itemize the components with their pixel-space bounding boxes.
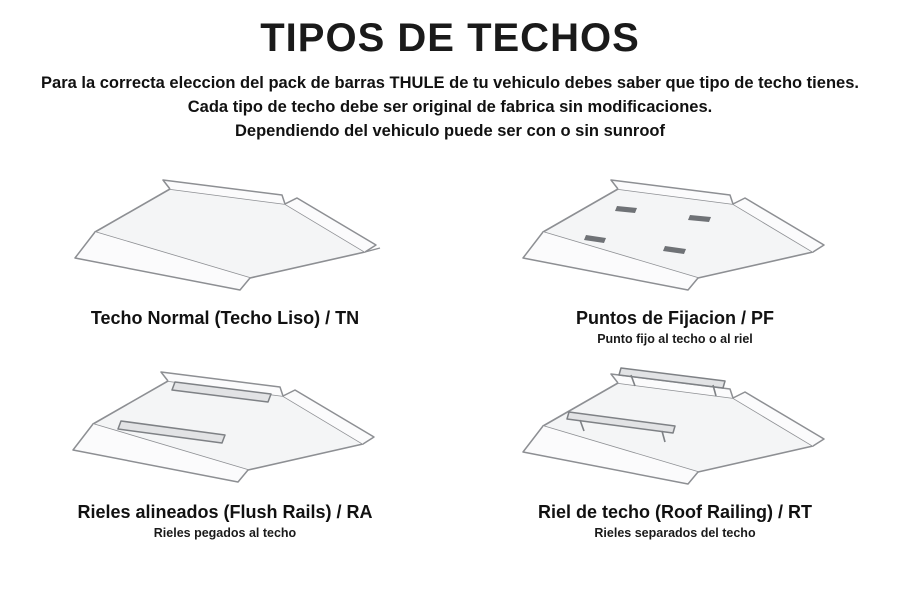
page-title: TIPOS DE TECHOS bbox=[260, 16, 640, 60]
roof-type-label-ra: Rieles alineados (Flush Rails) / RA bbox=[77, 501, 373, 522]
roof-types-grid bbox=[0, 162, 900, 540]
car-roof-plain-icon bbox=[35, 162, 415, 302]
roof-type-sublabel-pf: Punto fijo al techo o al riel bbox=[597, 331, 753, 346]
roof-type-item-rt bbox=[450, 346, 900, 540]
poster-root bbox=[0, 16, 900, 616]
intro-line-3: Dependiendo del vehiculo puede ser con o sin sunroof bbox=[235, 121, 665, 140]
car-roof-flushrails-icon bbox=[35, 346, 415, 496]
roof-type-sublabel-ra: Rieles pegados al techo bbox=[153, 525, 297, 540]
roof-type-item-ra bbox=[0, 346, 450, 540]
intro-line-2: Cada tipo de techo debe ser original de fabrica sin modificaciones. bbox=[187, 97, 713, 116]
intro-line-1: Para la correcta eleccion del pack de barras THULE de tu vehiculo debes saber que tipo de techo tienes. bbox=[41, 74, 859, 92]
roof-type-label-tn: Techo Normal (Techo Liso) / TN bbox=[90, 307, 360, 328]
roof-type-item-pf bbox=[450, 162, 900, 346]
roof-type-label-rt: Riel de techo (Roof Railing) / RT bbox=[538, 501, 812, 522]
car-roof-fixpoints-icon bbox=[485, 162, 865, 302]
roof-type-sublabel-rt: Rieles separados del techo bbox=[594, 525, 756, 540]
intro-text-block bbox=[0, 72, 900, 144]
roof-type-item-tn bbox=[0, 162, 450, 346]
car-roof-railing-icon bbox=[485, 346, 865, 496]
roof-type-label-pf: Puntos de Fijacion / PF bbox=[575, 307, 775, 328]
